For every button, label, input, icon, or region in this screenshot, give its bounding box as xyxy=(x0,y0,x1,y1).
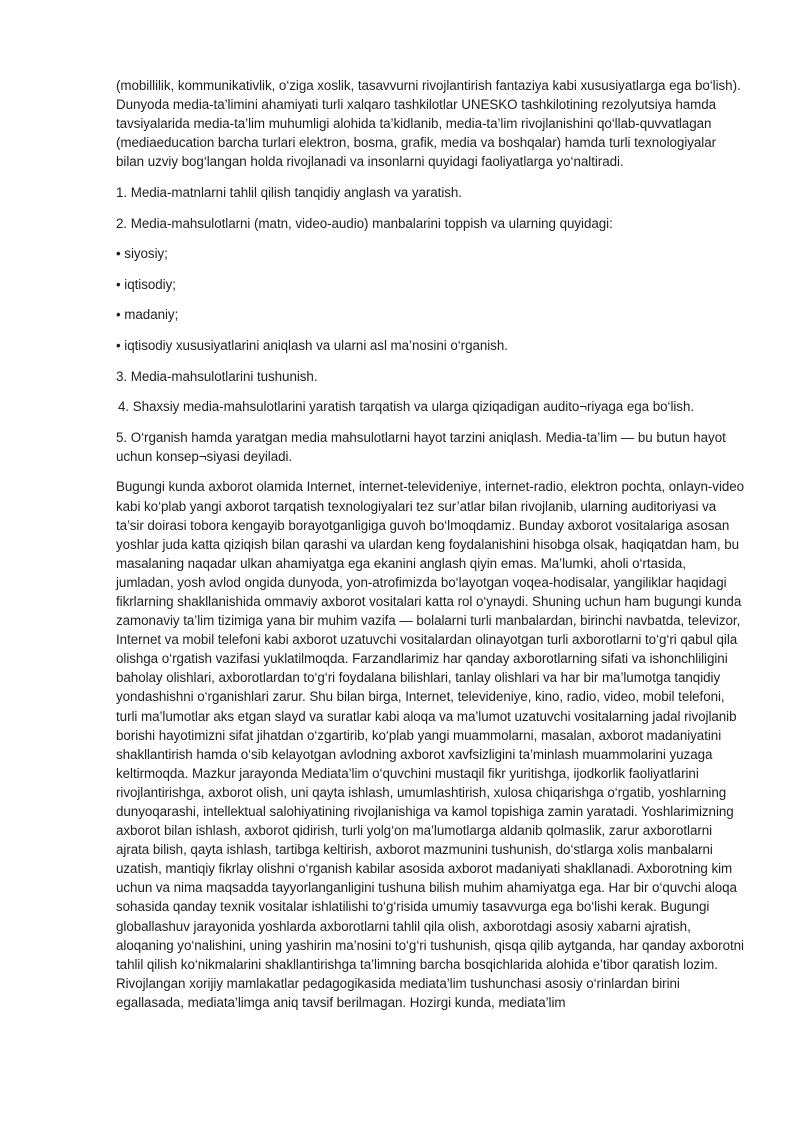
bullet-iqtisodiy-xususiyatlar: • iqtisodiy xususiyatlarini aniqlash va ularni asl ma’nosini o‘rganish. xyxy=(116,337,508,353)
list-item-3: 3. Media-mahsulotlarini tushunish. xyxy=(116,368,318,384)
bullet-siyosiy: • siyosiy; xyxy=(116,246,168,262)
list-item-5: 5. O‘rganish hamda yaratgan media mahsulotlarni hayot tarzini aniqlash. Media-ta’lim — bu butun hayot uchun konsep¬siyasi deyiladi. xyxy=(116,429,726,464)
paragraph-main: Bugungi kunda axborot olamida Internet, internet-televideniye, internet-radio, elektron pochta, onlayn-video kabi ko‘plab yangi axborot tarqatish texnologiyalari tez sur’atlar bilan rivojlanib, ularning auditoriyasi va ta’sir doirasi tobora kengayib borayotganligiga guvoh bo‘lmoqdamiz. Bunday axborot vositalariga asosan yoshlar juda katta qiziqish bilan qarashi va ulardan keng foydalanishini hisobga olsak, haqiqatdan ham, bu masalaning naqadar ulkan ahamiyatga ega ekanini anglash qiyin emas. Ma’lumki, aholi o‘rtasida, jumladan, yosh avlod ongida dunyoda, yon-atrofimizda bo‘layotgan voqea-hodisalar, yangiliklar haqidagi fikrlarning shakllanishida ommaviy axborot vositalari katta rol o‘ynaydi. Shuning uchun ham bugungi kunda zamonaviy ta’lim tizimiga yana bir muhim vazifa — bolalarni turli manbalardan, birinchi navbatda, televizor, Internet va mobil telefoni kabi axborot uzatuvchi vositalardan olinayotgan turli axborotlarni to‘g‘ri qabul qila olishga o‘rgatish vazifasi yuklatilmoqda. Farzandlarimiz har qanday axborotlarning sifati va ishonchliligini baholay olishlari, axborotlardan to‘g‘ri foydalana bilishlari, tanlay olishlari va har bir ma’lumotga tanqidiy yondashishni o‘rganishlari zarur. Shu bilan birga, Internet, televideniye, kino, radio, video, mobil telefoni, turli ma’lumotlar aks etgan slayd va suratlar kabi aloqa va ma’lumot uzatuvchi vositalarning jadal rivojlanib borishi hayotimizni sifat jihatdan o‘zgartirib, ko‘plab yangi muammolarni, masalan, axborot madaniyatini shakllantirish hamda o‘sib kelayotgan avlodning axborot xavfsizligini ta’minlash muammolarini yuzaga keltirmoqda. Mazkur jarayonda Mediata’lim o‘quvchini mustaqil fikr yuritishga, ijodkorlik faoliyatlarini rivojlantirishga, axborot olish, uni qayta ishlash, umumlashtirish, xulosa chiqarishga o‘rgatib, yoshlarning dunyoqarashi, intellektual salohiyatining rivojlanishiga va kamol topishiga zamin yaratadi. Yoshlarimizning axborot bilan ishlash, axborot qidirish, turli yolg‘on ma’lumotlarga aldanib qolmaslik, zarur axborotlarni ajrata bilish, qayta ishlash, tartibga keltirish, axborot mazmunini tushunish, do‘stlarga xolis manbalarni uzatish, mantiqiy fikrlay olishni o‘rganish kabilar asosida axborot madaniyati shakllanadi. Axborotning kim uchun va nima maqsadda tayyorlanganligini tushuna bilish muhim ahamiyatga ega. Har bir o‘quvchi aloqa sohasida qanday texnik vositalar ishlatilishi to‘g‘risida umumiy tasavvurga ega bo‘lishi kerak. Bugungi globallashuv jarayonida yoshlarda axborotlarni tahlil qila olish, axborotdagi asosiy xabarni ajratish, aloqaning yo‘nalishini, uning yashirin ma’nosini to‘g‘ri tushunish, qisqa qilib aytganda, har qanday axborotni tahlil qilish ko‘nikmalarini shakllantirishga ta’limning barcha bosqichlarida alohida e’tibor qaratish lozim. Rivojlangan xorijiy mamlakatlar pedagogikasida mediata’lim tushunchasi asosiy o‘rinlardan birini egallasada, mediata’limga aniq tavsif berilmagan. Hozirgi kunda, mediata’lim xyxy=(116,479,745,1010)
list-item-4: 4. Shaxsiy media-mahsulotlarini yaratish tarqatish va ularga qiziqadigan audito¬riyaga ega bo‘lish. xyxy=(118,399,695,415)
list-item-1: 1. Media-matnlarni tahlil qilish tanqidiy anglash va yaratish. xyxy=(116,184,462,200)
bullet-madaniy: • madaniy; xyxy=(116,307,179,323)
bullet-iqtisodiy: • iqtisodiy; xyxy=(116,276,176,292)
paragraph-intro: (mobillilik, kommunikativlik, o‘ziga xoslik, tasavvurni rivojlantirish fantaziya kabi xususiyatlarga ega bo‘lish). Dunyoda media-ta’limini ahamiyati turli xalqaro tashkilotlar UNESKO tashkilotining rezolyutsiya hamda tavsiyalarida media-ta’lim muhumligi alohida ta’kidlanib, media-ta’lim rivojlanishini qo‘llab-quvvatlagan (mediaeducation barcha turlari elektron, bosma, grafik, media va boshqalar) hamda turli texnologiyalar bilan uzviy bog‘langan holda rivojlanadi va insonlarni quyidagi faoliyatlarga yo‘naltiradi. xyxy=(116,78,741,170)
document-page xyxy=(116,76,746,1024)
list-item-2: 2. Media-mahsulotlarni (matn, video-audio) manbalarini toppish va ularning quyidagi: xyxy=(116,215,613,231)
